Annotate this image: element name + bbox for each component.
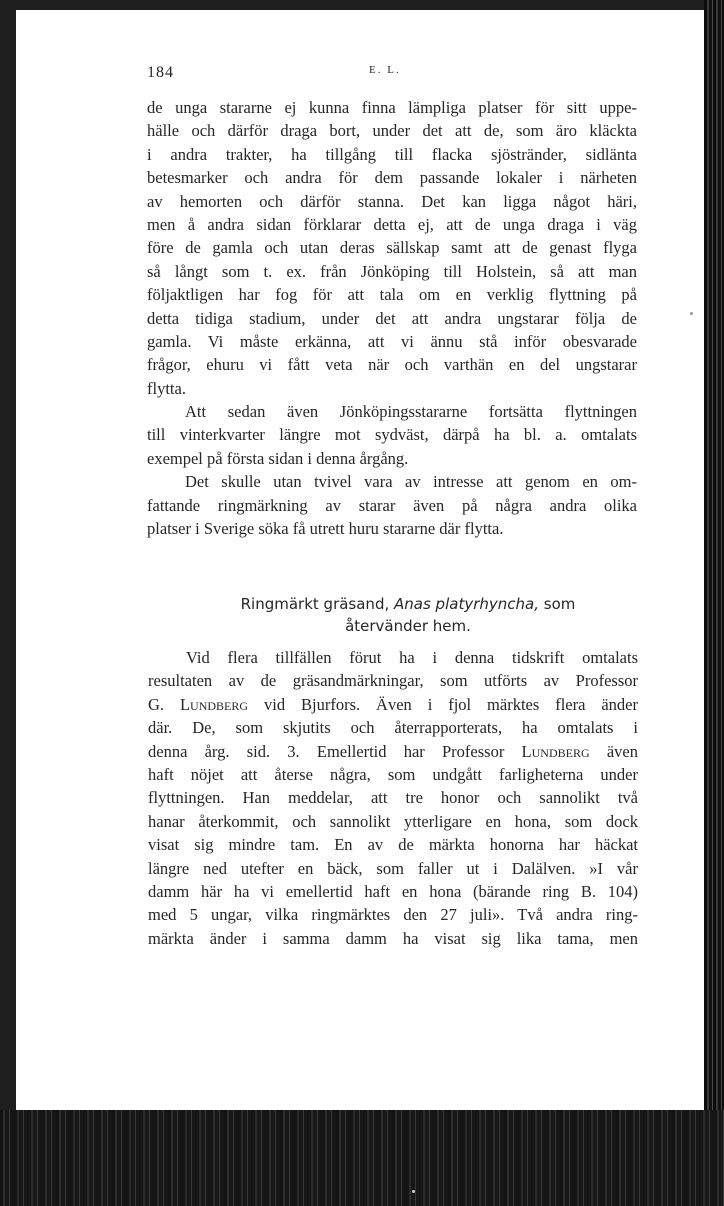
author-name: Lundberg — [521, 741, 590, 761]
text-line: hanar återkommit, och sannolikt ytterligare en hona, som dock — [148, 811, 638, 831]
heading-text: som — [543, 595, 576, 613]
starling-text-block — [147, 96, 637, 540]
text-line: där. De, som skjutits och återrapporterats, ha omtalats i — [148, 718, 638, 738]
text-line: hälle och därför draga bort, under det att de, som äro kläckta — [147, 121, 637, 141]
text-line: gamla. Vi måste erkänna, att vi ännu stå inför obesvarade — [147, 331, 637, 351]
text-line: flytta. — [147, 378, 186, 398]
text-line: betesmarker och andra för dem passande lokaler i närheten — [147, 168, 637, 188]
book-page — [16, 10, 704, 1110]
text-line: detta tidiga stadium, under det att andra ungstarar följa de — [147, 308, 637, 328]
heading-line-2: återvänder hem. — [345, 617, 471, 635]
text-line: Att sedan även Jönköpingsstararne fortsätta flyttningen — [185, 402, 637, 422]
scan-border-right — [704, 0, 724, 1206]
mallard-text-block — [148, 646, 638, 950]
text-line: Vid flera tillfällen förut ha i denna tidskrift omtalats — [186, 648, 638, 667]
text-line: i andra trakter, ha tillgång till flacka sjöstränder, sidlänta — [147, 144, 637, 164]
text-line: märkta änder i samma damm ha visat sig lika tama, men — [148, 928, 638, 948]
text-line: exempel på första sidan i denna årgång. — [147, 448, 409, 468]
text-line: platser i Sverige söka få utrett huru stararne där flytta. — [147, 519, 504, 539]
section-heading — [186, 593, 630, 637]
text-line: flyttningen. Han meddelar, att tre honor och sannolikt två — [148, 788, 638, 808]
heading-text: Ringmärkt gräsand, — [240, 595, 390, 613]
text-line: visat sig mindre tam. En av de märkta honorna har häckat — [148, 835, 638, 855]
text-line: frågor, ehuru vi fått veta när och varthän en del ungstarar — [147, 355, 637, 375]
scan-speck — [412, 1190, 415, 1193]
text-line: damm här ha vi emellertid haft en hona (bärande ring B. 104) — [148, 881, 638, 901]
scan-border-bottom — [0, 1110, 724, 1206]
scan-border-left — [0, 0, 16, 1206]
text-line: före de gamla och utan deras sällskap samt att de genast flyga — [147, 238, 637, 258]
author-name: Lundberg — [179, 694, 249, 714]
text-line: så långt som t. ex. från Jönköping till Holstein, så att man — [147, 261, 637, 281]
text-line: till vinterkvarter längre mot sydväst, därpå ha bl. a. omtalats — [147, 425, 637, 445]
scan-border-top — [0, 0, 724, 10]
text-line: haft nöjet att återse några, som undgått farligheterna under — [148, 764, 638, 784]
text-line: G. Lundberg vid Bjurfors. Även i fjol märktes flera änder — [148, 694, 638, 714]
species-name: Anas platyrhyncha, — [394, 595, 539, 613]
running-head — [16, 64, 704, 88]
text-line: fattande ringmärkning av starar även på några andra olika — [147, 495, 637, 515]
text-line: resultaten av de gräsandmärkningar, som utförts av Professor — [148, 671, 638, 691]
text-line: av hemorten och därför stanna. Det kan ligga något häri, — [147, 191, 637, 211]
text-line: längre ned utefter en bäck, som faller ut i Dalälven. »I vår — [148, 858, 638, 878]
text-line: med 5 ungar, vilka ringmärktes den 27 juli». Två andra ring- — [148, 905, 638, 925]
running-title: E. L. — [369, 64, 401, 76]
text-line: denna årg. sid. 3. Emellertid har Professor Lundberg även — [148, 741, 638, 761]
page-number: 184 — [147, 64, 174, 81]
text-line: följaktligen har fog för att tala om en verklig flyttning på — [147, 285, 637, 305]
text-line: de unga stararne ej kunna finna lämpliga platser för sitt uppe- — [147, 98, 637, 117]
text-line: men å andra sidan förklarar detta ej, att de unga draga i väg — [147, 214, 637, 234]
text-line: Det skulle utan tvivel vara av intresse att genom en om- — [185, 472, 637, 492]
